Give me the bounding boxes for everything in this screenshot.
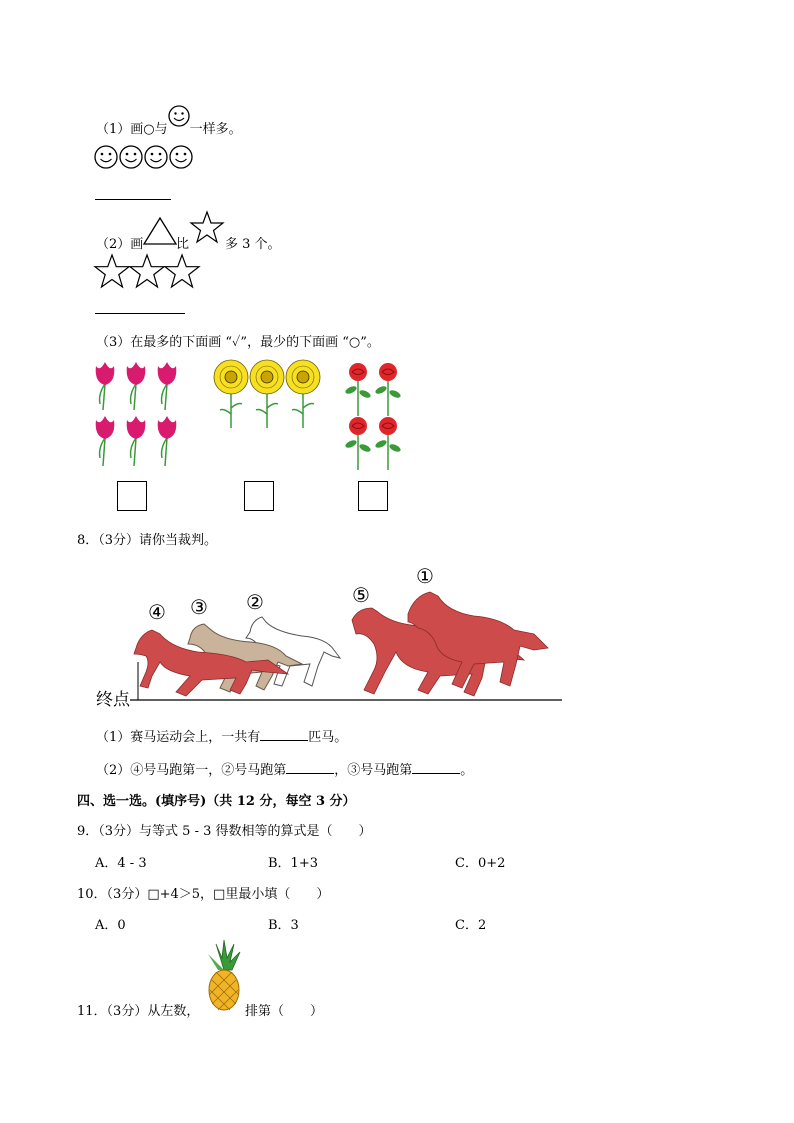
rose-icon	[344, 417, 371, 470]
q8-part2-b: ，③号马跑第	[334, 763, 413, 778]
q11-prefix: 11．（3分）从左数，	[77, 1004, 200, 1019]
q7-part1-suffix: 一样多。	[189, 122, 242, 137]
tulip-icon	[158, 416, 177, 466]
q7-part3-text: （3）在最多的下面画 “✓”，最少的下面画 “○”。	[96, 335, 380, 350]
star-icon	[129, 254, 165, 288]
q8-part1	[96, 726, 347, 745]
q10-option-b[interactable]: B．3	[268, 918, 299, 933]
tulip-icon	[96, 416, 115, 466]
answer-blank[interactable]	[286, 773, 334, 774]
q9-option-c[interactable]: C．0+2	[455, 856, 506, 871]
horse-number-4: ④	[148, 600, 166, 624]
horse-number-2: ②	[246, 590, 264, 614]
q9-option-b[interactable]: B．1+3	[268, 856, 318, 871]
q11-suffix: 排第（ ）	[245, 1004, 324, 1019]
q7-part2-mid: 比	[176, 237, 190, 252]
smiley-row	[94, 145, 204, 171]
q8-part2-a: （2）④号马跑第一，②号马跑第	[96, 763, 287, 778]
horse-number-3: ③	[190, 595, 208, 619]
finish-label: 终点	[96, 690, 130, 710]
answer-line[interactable]	[95, 199, 171, 200]
answer-box-roses[interactable]	[358, 481, 388, 511]
answer-box-tulips[interactable]	[117, 481, 147, 511]
q8-part2	[96, 759, 473, 778]
q8-part2-c: 。	[460, 763, 474, 778]
q8-part1-suffix: 匹马。	[308, 730, 348, 745]
section-title: 四、选一选。(填序号)（共 12 分，每空 3 分）	[77, 794, 356, 809]
tulip-icon	[158, 362, 177, 410]
tulip-icon	[127, 416, 146, 466]
rose-group	[342, 360, 412, 472]
smiley-icon	[169, 145, 193, 169]
smiley-icon	[168, 105, 190, 127]
smiley-icon	[94, 145, 118, 169]
rose-icon	[374, 417, 401, 470]
rose-icon	[344, 363, 371, 416]
star-icon	[190, 211, 224, 243]
answer-box-daisies[interactable]	[244, 481, 274, 511]
daisy-icon	[250, 360, 284, 428]
q7-part1-line	[96, 113, 242, 137]
horse-race-illustration	[90, 562, 570, 710]
daisy-group	[212, 358, 322, 433]
daisy-icon	[286, 360, 320, 428]
tulip-icon	[127, 362, 146, 410]
smiley-icon	[144, 145, 168, 169]
answer-blank[interactable]	[260, 740, 308, 741]
star-icon	[94, 254, 130, 288]
q7-part2-prefix: （2）画	[96, 237, 144, 252]
q9-text: 9．（3分）与等式 5 - 3 得数相等的算式是（ ）	[77, 824, 372, 839]
tulip-group	[90, 358, 190, 468]
answer-line[interactable]	[95, 313, 185, 314]
q10-option-a[interactable]: A．0	[95, 918, 126, 933]
q10-text: 10．（3分）□+4＞5，□里最小填（ ）	[77, 887, 330, 902]
tulip-icon	[96, 362, 115, 410]
answer-blank[interactable]	[412, 773, 460, 774]
smiley-icon	[119, 145, 143, 169]
horse-number-1: ①	[416, 564, 434, 588]
star-row	[94, 254, 204, 288]
q9-option-a[interactable]: A．4 - 3	[95, 856, 147, 871]
triangle-icon	[142, 216, 178, 246]
horse-number-5: ⑤	[352, 583, 370, 607]
star-icon	[164, 254, 200, 288]
daisy-icon	[214, 360, 248, 428]
q7-part2-suffix: 多 3 个。	[225, 237, 281, 252]
q8-header: 8．（3分）请你当裁判。	[77, 533, 218, 548]
q7-part1-prefix: （1）画○与	[96, 122, 168, 137]
rose-icon	[374, 363, 401, 416]
q10-option-c[interactable]: C．2	[455, 918, 487, 933]
q8-part1-prefix: （1）赛马运动会上，一共有	[96, 730, 261, 745]
pineapple-icon	[204, 940, 244, 1012]
